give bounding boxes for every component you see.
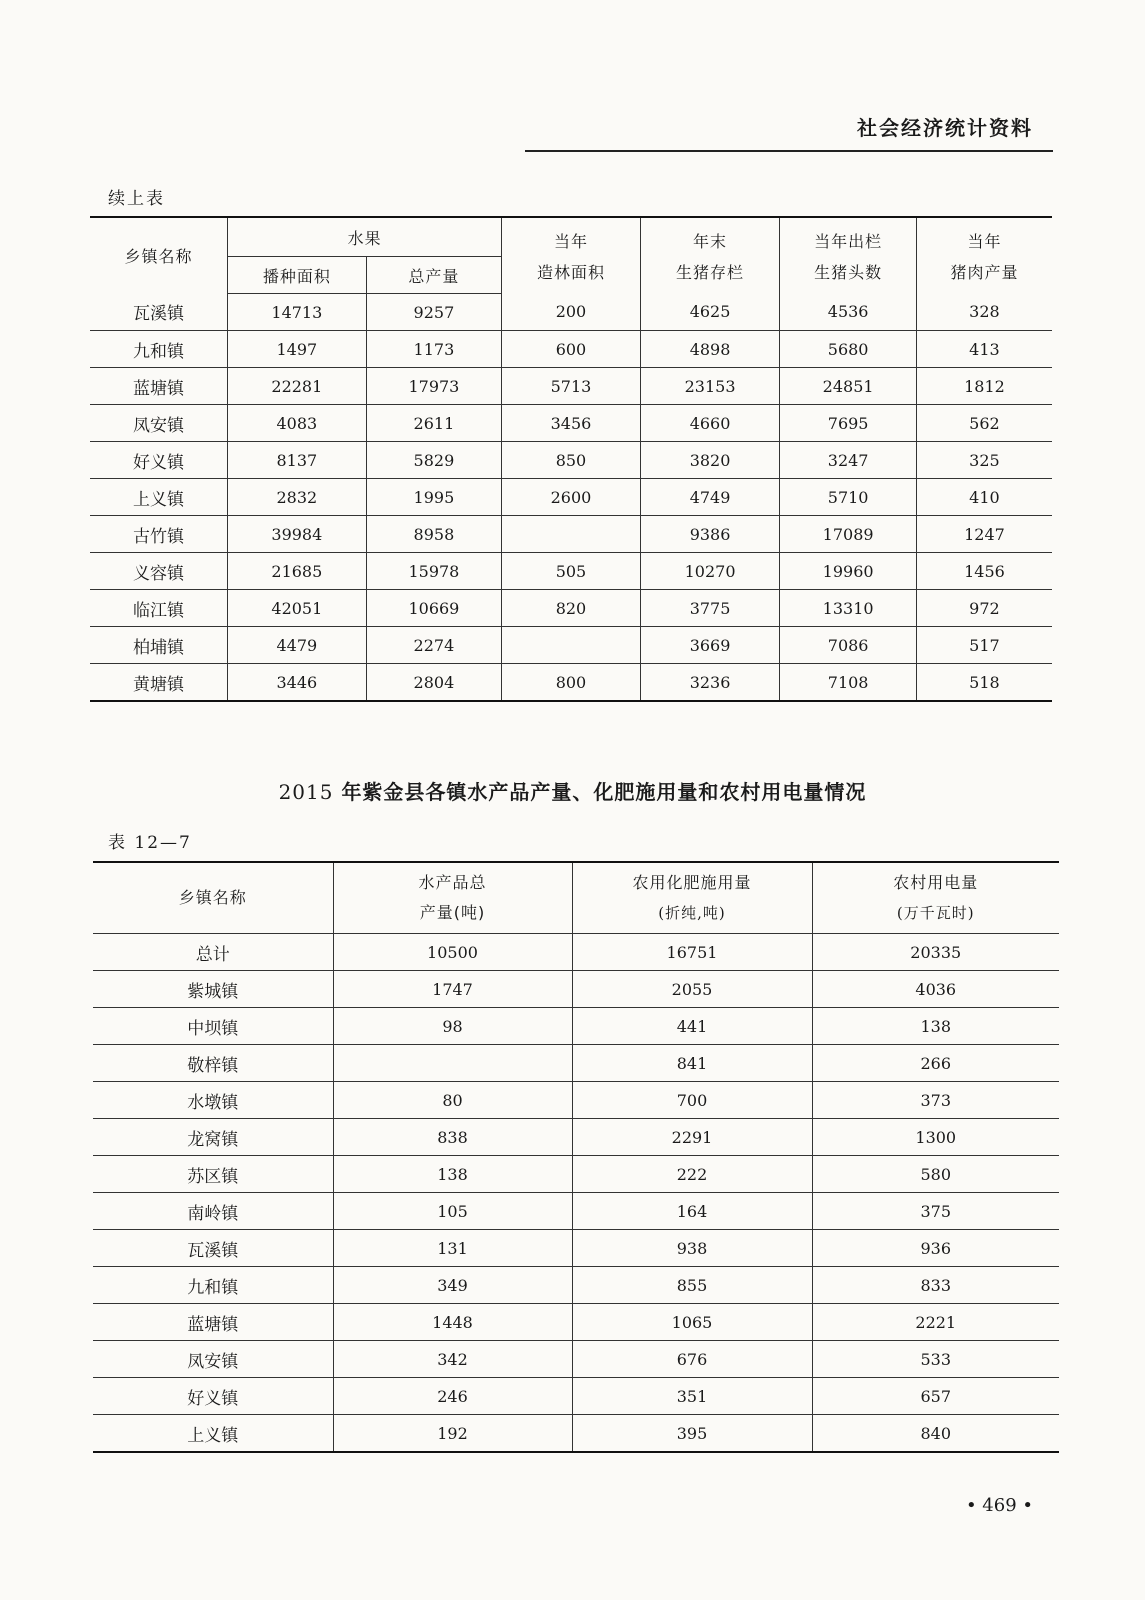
value-cell: 1300 [812, 1119, 1059, 1156]
town-name-cell: 黄塘镇 [90, 664, 228, 702]
value-cell: 1812 [916, 368, 1052, 405]
town-name-cell: 蓝塘镇 [90, 368, 228, 405]
town-name-cell: 紫城镇 [93, 971, 333, 1008]
table1-caption: 续上表 [108, 189, 165, 209]
value-cell: 2055 [572, 971, 812, 1008]
value-cell: 413 [916, 331, 1052, 368]
value-cell: 3456 [502, 405, 641, 442]
town-name-cell: 中坝镇 [93, 1008, 333, 1045]
town-name-cell: 敬梓镇 [93, 1045, 333, 1082]
table-row [90, 294, 1052, 331]
table-row [90, 479, 1052, 516]
table-row [93, 934, 1059, 971]
value-cell: 838 [333, 1119, 572, 1156]
value-cell: 328 [916, 294, 1052, 331]
value-cell: 580 [812, 1156, 1059, 1193]
value-cell: 23153 [640, 368, 780, 405]
value-cell: 98 [333, 1008, 572, 1045]
table-row [93, 1341, 1059, 1378]
town-name-cell: 凤安镇 [93, 1341, 333, 1378]
value-cell: 22281 [228, 368, 367, 405]
table-row [90, 664, 1052, 702]
value-cell: 1456 [916, 553, 1052, 590]
table-row [90, 590, 1052, 627]
value-cell: 17973 [366, 368, 502, 405]
value-cell: 138 [812, 1008, 1059, 1045]
value-cell: 972 [916, 590, 1052, 627]
section-title-year: 2015 [278, 780, 334, 804]
value-cell: 10270 [640, 553, 780, 590]
value-cell: 833 [812, 1267, 1059, 1304]
value-cell: 42051 [228, 590, 367, 627]
header-afforestation: 当年 造林面积 [502, 217, 641, 294]
value-cell: 3247 [780, 442, 917, 479]
value-cell: 841 [572, 1045, 812, 1082]
town-name-cell: 好义镇 [93, 1378, 333, 1415]
value-cell: 936 [812, 1230, 1059, 1267]
table2-caption: 表 12—7 [108, 833, 192, 853]
value-cell: 676 [572, 1341, 812, 1378]
value-cell: 700 [572, 1082, 812, 1119]
value-cell: 375 [812, 1193, 1059, 1230]
table-row [93, 1119, 1059, 1156]
header-rule [525, 150, 1053, 152]
town-name-cell: 九和镇 [90, 331, 228, 368]
value-cell: 4083 [228, 405, 367, 442]
value-cell: 855 [572, 1267, 812, 1304]
value-cell: 850 [502, 442, 641, 479]
value-cell: 15978 [366, 553, 502, 590]
value-cell: 395 [572, 1415, 812, 1453]
value-cell: 2832 [228, 479, 367, 516]
value-cell: 342 [333, 1341, 572, 1378]
value-cell: 5710 [780, 479, 917, 516]
value-cell: 1995 [366, 479, 502, 516]
value-cell: 13310 [780, 590, 917, 627]
header-town: 乡镇名称 [93, 862, 333, 934]
town-name-cell: 好义镇 [90, 442, 228, 479]
value-cell: 2274 [366, 627, 502, 664]
town-name-cell: 义容镇 [90, 553, 228, 590]
value-cell: 5713 [502, 368, 641, 405]
value-cell: 349 [333, 1267, 572, 1304]
town-name-cell: 上义镇 [90, 479, 228, 516]
value-cell: 5829 [366, 442, 502, 479]
town-name-cell: 凤安镇 [90, 405, 228, 442]
value-cell: 14713 [228, 294, 367, 331]
value-cell: 3775 [640, 590, 780, 627]
value-cell: 39984 [228, 516, 367, 553]
value-cell: 10669 [366, 590, 502, 627]
table-row [90, 553, 1052, 590]
town-name-cell: 蓝塘镇 [93, 1304, 333, 1341]
town-name-cell: 九和镇 [93, 1267, 333, 1304]
header-town: 乡镇名称 [124, 247, 193, 267]
table-row [93, 971, 1059, 1008]
header-pig-stock: 年末 生猪存栏 [640, 217, 780, 294]
town-name-cell: 总计 [93, 934, 333, 971]
value-cell: 3446 [228, 664, 367, 702]
value-cell: 4479 [228, 627, 367, 664]
value-cell: 80 [333, 1082, 572, 1119]
value-cell: 562 [916, 405, 1052, 442]
aquatic-fertilizer-power-table [93, 861, 1059, 1453]
table-row [90, 405, 1052, 442]
value-cell: 17089 [780, 516, 917, 553]
table-row [90, 442, 1052, 479]
town-name-cell: 瓦溪镇 [93, 1230, 333, 1267]
header-fruit-area: 播种面积 [228, 257, 367, 294]
value-cell: 8958 [366, 516, 502, 553]
value-cell: 4625 [640, 294, 780, 331]
value-cell: 600 [502, 331, 641, 368]
table-row [93, 1082, 1059, 1119]
value-cell: 4036 [812, 971, 1059, 1008]
table-row [90, 368, 1052, 405]
header-fertilizer: 农用化肥施用量 (折纯,吨) [572, 862, 812, 934]
value-cell: 21685 [228, 553, 367, 590]
value-cell: 441 [572, 1008, 812, 1045]
table-row [90, 331, 1052, 368]
town-name-cell: 南岭镇 [93, 1193, 333, 1230]
value-cell: 7108 [780, 664, 917, 702]
running-header-title: 社会经济统计资料 [857, 116, 1033, 140]
value-cell: 1448 [333, 1304, 572, 1341]
value-cell: 518 [916, 664, 1052, 702]
value-cell: 192 [333, 1415, 572, 1453]
value-cell: 3820 [640, 442, 780, 479]
value-cell: 1173 [366, 331, 502, 368]
section-title-text: 年紫金县各镇水产品产量、化肥施用量和农村用电量情况 [341, 780, 867, 804]
header-rural-power: 农村用电量 (万千瓦时) [812, 862, 1059, 934]
town-name-cell: 上义镇 [93, 1415, 333, 1453]
value-cell [502, 627, 641, 664]
table-row [93, 1193, 1059, 1230]
value-cell: 5680 [780, 331, 917, 368]
value-cell: 820 [502, 590, 641, 627]
value-cell: 938 [572, 1230, 812, 1267]
value-cell: 19960 [780, 553, 917, 590]
value-cell: 1247 [916, 516, 1052, 553]
value-cell: 325 [916, 442, 1052, 479]
town-name-cell: 瓦溪镇 [90, 294, 228, 331]
value-cell: 533 [812, 1341, 1059, 1378]
value-cell: 2804 [366, 664, 502, 702]
livestock-fruit-table [90, 216, 1052, 702]
value-cell: 131 [333, 1230, 572, 1267]
value-cell: 105 [333, 1193, 572, 1230]
value-cell: 7695 [780, 405, 917, 442]
page-number: • 469 • [965, 1495, 1033, 1516]
town-name-cell: 龙窝镇 [93, 1119, 333, 1156]
value-cell: 7086 [780, 627, 917, 664]
value-cell: 1747 [333, 971, 572, 1008]
value-cell: 9386 [640, 516, 780, 553]
value-cell: 8137 [228, 442, 367, 479]
value-cell: 20335 [812, 934, 1059, 971]
value-cell: 351 [572, 1378, 812, 1415]
town-name-cell: 柏埔镇 [90, 627, 228, 664]
value-cell: 373 [812, 1082, 1059, 1119]
value-cell: 3236 [640, 664, 780, 702]
value-cell: 10500 [333, 934, 572, 971]
table-row [93, 1008, 1059, 1045]
value-cell: 800 [502, 664, 641, 702]
value-cell: 4660 [640, 405, 780, 442]
value-cell: 266 [812, 1045, 1059, 1082]
value-cell: 2600 [502, 479, 641, 516]
section-title [0, 776, 1145, 805]
value-cell: 410 [916, 479, 1052, 516]
header-fruit-group: 水果 [228, 217, 502, 257]
value-cell: 840 [812, 1415, 1059, 1453]
value-cell: 24851 [780, 368, 917, 405]
value-cell: 138 [333, 1156, 572, 1193]
town-name-cell: 古竹镇 [90, 516, 228, 553]
table-row [93, 1304, 1059, 1341]
value-cell: 2221 [812, 1304, 1059, 1341]
value-cell: 9257 [366, 294, 502, 331]
value-cell: 2611 [366, 405, 502, 442]
value-cell: 222 [572, 1156, 812, 1193]
value-cell: 164 [572, 1193, 812, 1230]
value-cell: 4898 [640, 331, 780, 368]
table-row [93, 1156, 1059, 1193]
value-cell: 2291 [572, 1119, 812, 1156]
town-name-cell: 苏区镇 [93, 1156, 333, 1193]
table-row [90, 627, 1052, 664]
header-pigs-slaughtered: 当年出栏 生猪头数 [780, 217, 917, 294]
table-row [93, 1267, 1059, 1304]
table-row [93, 1230, 1059, 1267]
town-name-cell: 水墩镇 [93, 1082, 333, 1119]
table-row [93, 1415, 1059, 1453]
value-cell: 1065 [572, 1304, 812, 1341]
table-row [90, 516, 1052, 553]
table-row [93, 1378, 1059, 1415]
header-pork-output: 当年 猪肉产量 [916, 217, 1052, 294]
table-row [93, 1045, 1059, 1082]
header-aquatic-output: 水产品总 产量(吨) [333, 862, 572, 934]
value-cell [333, 1045, 572, 1082]
value-cell: 246 [333, 1378, 572, 1415]
value-cell [502, 516, 641, 553]
value-cell: 16751 [572, 934, 812, 971]
header-fruit-output: 总产量 [366, 257, 502, 294]
value-cell: 505 [502, 553, 641, 590]
value-cell: 4536 [780, 294, 917, 331]
value-cell: 200 [502, 294, 641, 331]
town-name-cell: 临江镇 [90, 590, 228, 627]
value-cell: 4749 [640, 479, 780, 516]
value-cell: 657 [812, 1378, 1059, 1415]
value-cell: 1497 [228, 331, 367, 368]
value-cell: 517 [916, 627, 1052, 664]
value-cell: 3669 [640, 627, 780, 664]
